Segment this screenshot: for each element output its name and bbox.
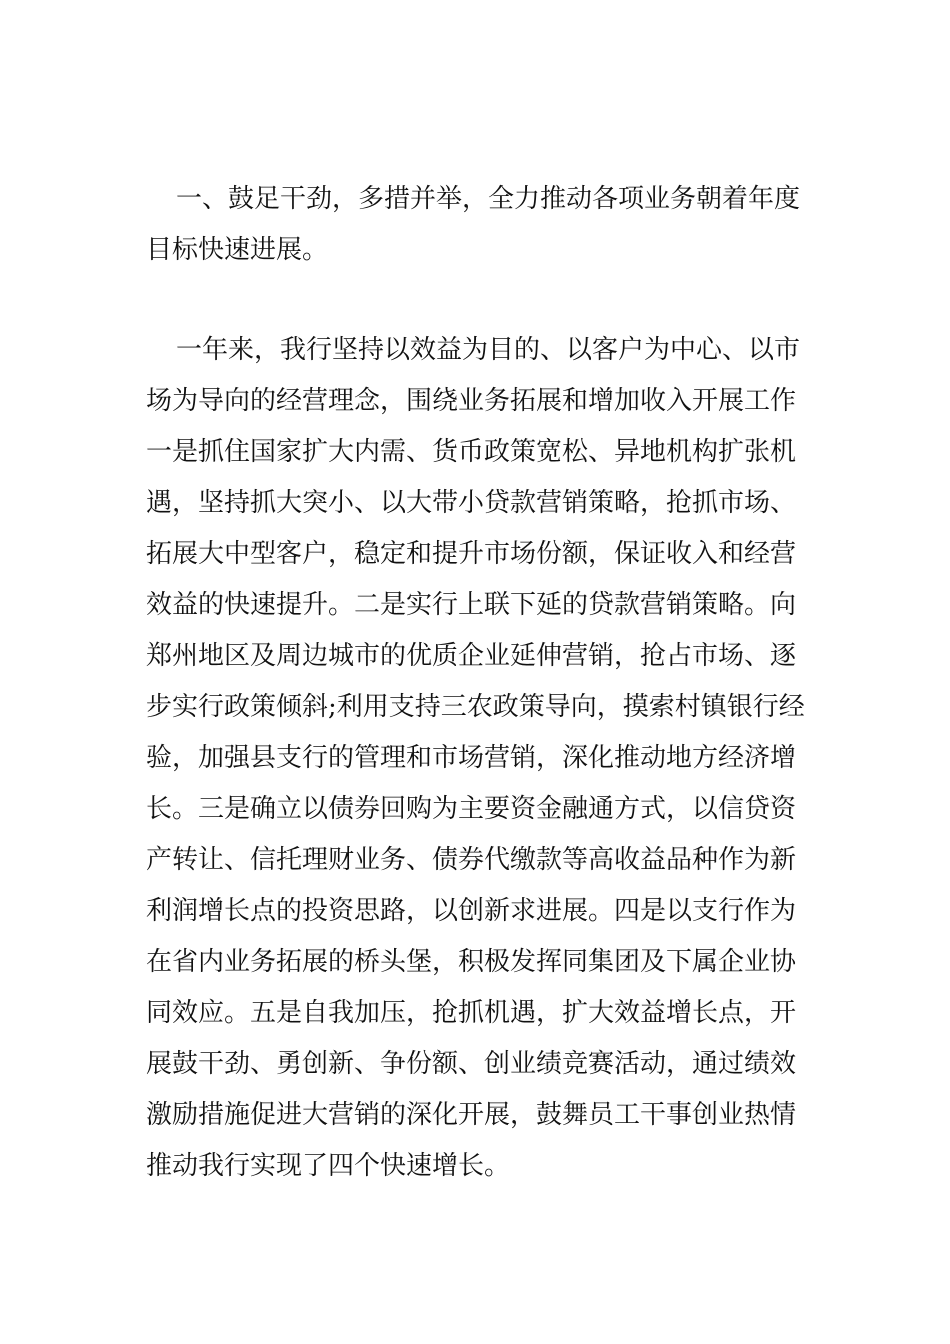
section-heading-paragraph: 一、鼓足干劲，多措并举，全力推动各项业务朝着年度目标快速进展。	[146, 184, 801, 265]
body-paragraph: 一年来，我行坚持以效益为目的、以客户为中心、以市场为导向的经营理念，围绕业务拓展和增加收入开展工作一是抓住国家扩大内需、货币政策宽松、异地机构扩张机遇，坚持抓大突小、以大带小贷款营销策略，抢抓市场、拓展大中型客户，稳定和提升市场份额，保证收入和经营效益的快速提升。二是实行上联下延的贷款营销策略。向郑州地区及周边城市的优质企业延伸营销，抢占市场、逐步实行政策倾斜;利用支持三农政策导向，摸索村镇银行经验，加强县支行的管理和市场营销，深化推动地方经济增长。三是确立以债券回购为主要资金融通方式，以信贷资产转让、信托理财业务、债券代缴款等高收益品种作为新利润增长点的投资思路，以创新求进展。四是以支行作为在省内业务拓展的桥头堡，积极发挥同集团及下属企业协同效应。五是自我加压，抢抓机遇，扩大效益增长点，开展鼓干劲、勇创新、争份额、创业绩竞赛活动，通过绩效激励措施促进大营销的深化开展，鼓舞员工干事创业热情推动我行实现了四个快速增长。	[146, 335, 805, 1181]
